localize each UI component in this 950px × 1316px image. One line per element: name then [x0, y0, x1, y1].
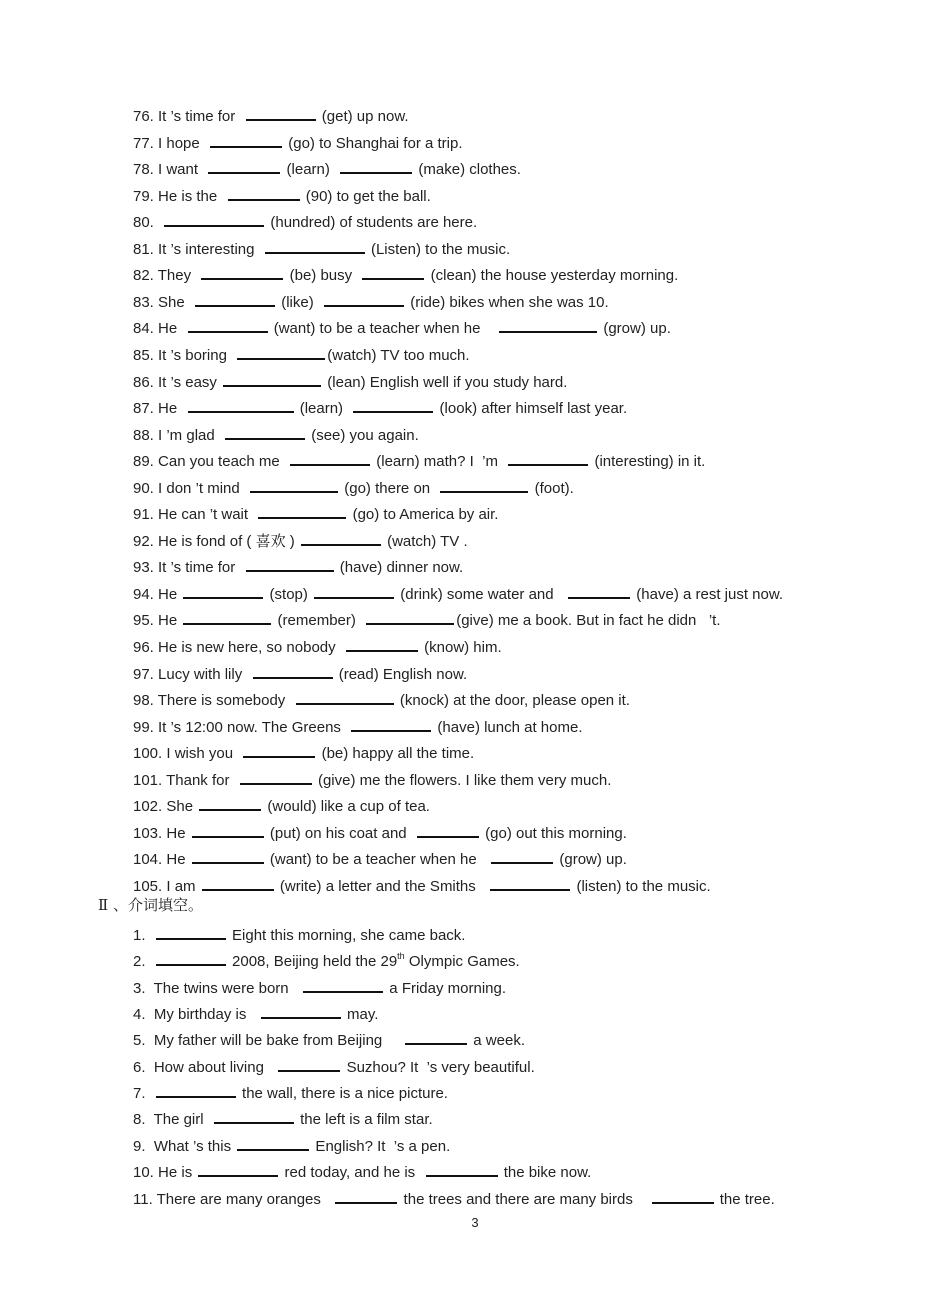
- item-text: 11. There are many oranges: [133, 1190, 334, 1208]
- item-text: a week.: [469, 1032, 525, 1050]
- item-text: 8. The girl: [133, 1111, 212, 1129]
- page-number: 3: [471, 1215, 479, 1230]
- answer-blank[interactable]: [335, 1188, 397, 1204]
- item-text: 84. He: [133, 320, 186, 338]
- item-text: (interesting) in it.: [590, 453, 706, 471]
- item-text: 100. I wish you: [133, 745, 242, 763]
- item-text: 87. He: [133, 400, 186, 418]
- item-text: (write) a letter and the Smiths: [275, 877, 489, 895]
- answer-blank[interactable]: [246, 105, 316, 121]
- item-text: 7.: [133, 1085, 154, 1103]
- item-text: 95. He: [133, 612, 182, 630]
- item-text: 94. He: [133, 585, 182, 603]
- item-text: 9. What ’s this: [133, 1137, 236, 1155]
- answer-blank[interactable]: [199, 795, 261, 811]
- item-text: 97. Lucy with lily: [133, 665, 251, 683]
- question-item-88: [133, 424, 419, 444]
- question-item-90: [133, 477, 574, 497]
- answer-blank[interactable]: [568, 583, 630, 599]
- answer-blank[interactable]: [346, 636, 418, 652]
- item-text: (remember): [273, 612, 365, 630]
- item-text: 86. It ’s easy: [133, 373, 222, 391]
- question-item-95: [133, 609, 721, 629]
- item-text: 104. He: [133, 851, 190, 869]
- answer-blank[interactable]: [250, 477, 338, 493]
- item-text: 99. It ’s 12:00 now. The Greens: [133, 718, 350, 736]
- question-item-80: [133, 211, 477, 231]
- item-text: red today, and he is: [280, 1164, 424, 1182]
- item-text: 4. My birthday is: [133, 1006, 259, 1024]
- item-text: 82. They: [133, 267, 200, 285]
- item-text: (grow) up.: [555, 851, 627, 869]
- answer-blank[interactable]: [210, 132, 282, 148]
- item-text: (ride) bikes when she was 10.: [406, 293, 609, 311]
- item-text: (would) like a cup of tea.: [263, 798, 430, 816]
- answer-blank[interactable]: [223, 371, 321, 387]
- answer-blank[interactable]: [296, 689, 394, 705]
- answer-blank[interactable]: [440, 477, 528, 493]
- item-text: (know) him.: [419, 639, 502, 656]
- answer-blank[interactable]: [253, 663, 333, 679]
- question-item-77: [133, 132, 463, 152]
- answer-blank[interactable]: [156, 924, 226, 940]
- item-text: (have) dinner now.: [335, 559, 464, 577]
- question-item-93: [133, 556, 463, 576]
- question-item-91: [133, 503, 498, 523]
- answer-blank[interactable]: [351, 716, 431, 732]
- item-text: (foot).: [530, 479, 574, 497]
- item-text: 1.: [133, 927, 154, 944]
- answer-blank[interactable]: [366, 609, 454, 625]
- answer-blank[interactable]: [246, 556, 334, 572]
- question-item-96: [133, 636, 502, 656]
- prep-question-item-4: [133, 1003, 378, 1023]
- item-text: 96. He is new here, so nobody: [133, 639, 344, 656]
- question-item-86: [133, 371, 567, 391]
- item-text: English? It ’s a pen.: [311, 1137, 451, 1155]
- item-text: the wall, there is a nice picture.: [237, 1085, 448, 1103]
- answer-blank[interactable]: [290, 450, 370, 466]
- item-text: 88. I ’m glad: [133, 426, 224, 444]
- item-text: (want) to be a teacher when he: [265, 851, 490, 869]
- question-item-78: [133, 158, 521, 178]
- item-text: the tree.: [715, 1190, 775, 1208]
- answer-blank[interactable]: [301, 530, 381, 546]
- item-text: 2008, Beijing held the 29: [227, 953, 398, 971]
- item-text: 103. He: [133, 824, 190, 842]
- item-text: (clean) the house yesterday morning.: [426, 267, 679, 285]
- item-text: 89. Can you teach me: [133, 453, 289, 471]
- answer-blank[interactable]: [198, 1161, 278, 1177]
- question-item-87: [133, 397, 627, 417]
- item-text: the bike now.: [499, 1164, 592, 1182]
- answer-blank[interactable]: [228, 185, 300, 201]
- question-item-104: [133, 848, 627, 868]
- item-text: (go) out this morning.: [480, 824, 627, 842]
- item-text: (read) English now.: [334, 665, 468, 683]
- question-item-99: [133, 716, 583, 736]
- question-item-92: [133, 530, 468, 550]
- item-text: 80.: [133, 214, 163, 232]
- item-text: (put) on his coat and: [265, 824, 415, 842]
- answer-blank[interactable]: [195, 291, 275, 307]
- item-text: (see) you again.: [307, 426, 419, 444]
- question-item-85: [133, 344, 470, 364]
- answer-blank[interactable]: [225, 424, 305, 440]
- answer-blank[interactable]: [405, 1029, 467, 1045]
- answer-blank[interactable]: [188, 317, 268, 333]
- item-text: (be) happy all the time.: [317, 745, 475, 763]
- item-text: (look) after himself last year.: [435, 400, 628, 418]
- answer-blank[interactable]: [188, 397, 294, 413]
- answer-blank[interactable]: [261, 1003, 341, 1019]
- answer-blank[interactable]: [499, 317, 597, 333]
- question-item-82: [133, 264, 678, 284]
- item-text: (be) busy: [285, 267, 361, 285]
- answer-blank[interactable]: [362, 264, 424, 280]
- answer-blank[interactable]: [652, 1188, 714, 1204]
- answer-blank[interactable]: [183, 583, 263, 599]
- item-text: may.: [342, 1006, 379, 1024]
- item-text: 81. It ’s interesting: [133, 240, 263, 258]
- item-text: (learn): [282, 161, 339, 179]
- answer-blank[interactable]: [201, 264, 283, 280]
- question-item-101: [133, 769, 611, 789]
- answer-blank[interactable]: [324, 291, 404, 307]
- item-text: (lean) English well if you study hard.: [323, 373, 568, 391]
- item-text: (90) to get the ball.: [301, 187, 431, 205]
- prep-question-item-7: [133, 1082, 448, 1102]
- item-text: (stop): [265, 585, 313, 603]
- prep-question-item-6: [133, 1056, 535, 1076]
- item-text: (get) up now.: [317, 108, 409, 125]
- prep-question-item-3: [133, 977, 506, 997]
- item-text: 92. He is fond of ( 喜欢 ): [133, 532, 299, 550]
- item-text: (learn) math? I ’m: [372, 453, 507, 471]
- item-text: (watch) TV .: [382, 532, 468, 550]
- question-item-103: [133, 822, 627, 842]
- prep-question-item-11: [133, 1188, 775, 1208]
- answer-blank[interactable]: [208, 158, 280, 174]
- answer-blank[interactable]: [183, 609, 271, 625]
- answer-blank[interactable]: [426, 1161, 498, 1177]
- item-text: 85. It ’s boring: [133, 346, 236, 364]
- item-text: (go) to America by air.: [348, 506, 499, 524]
- answer-blank[interactable]: [156, 1082, 236, 1098]
- item-text: (hundred) of students are here.: [266, 214, 478, 232]
- item-text: (Listen) to the music.: [366, 240, 511, 258]
- answer-blank[interactable]: [237, 344, 325, 360]
- answer-blank[interactable]: [491, 848, 553, 864]
- item-text: 3. The twins were born: [133, 979, 302, 997]
- item-text: 93. It ’s time for: [133, 559, 244, 577]
- item-text: 90. I don ’t mind: [133, 479, 249, 497]
- item-text: 78. I want: [133, 161, 207, 179]
- item-text: 2.: [133, 953, 154, 971]
- item-text: (grow) up.: [599, 320, 671, 338]
- item-text: (go) to Shanghai for a trip.: [284, 134, 463, 152]
- answer-blank[interactable]: [258, 503, 346, 519]
- item-text: a Friday morning.: [385, 979, 507, 997]
- answer-blank[interactable]: [417, 822, 479, 838]
- question-item-94: [133, 583, 783, 603]
- item-text: (knock) at the door, please open it.: [395, 692, 630, 710]
- item-text: Suzhou? It ’s very beautiful.: [342, 1058, 535, 1076]
- answer-blank[interactable]: [265, 238, 365, 254]
- prep-question-item-10: [133, 1161, 591, 1181]
- item-text: (have) a rest just now.: [632, 585, 784, 603]
- item-text: 5. My father will be bake from Beijing: [133, 1032, 404, 1050]
- item-text: the trees and there are many birds: [399, 1190, 650, 1208]
- answer-blank[interactable]: [353, 397, 433, 413]
- item-text: 83. She: [133, 293, 194, 311]
- question-item-83: [133, 291, 609, 311]
- question-item-98: [133, 689, 630, 709]
- item-text: Olympic Games.: [404, 953, 520, 971]
- item-text: (learn): [295, 400, 352, 418]
- question-item-84: [133, 317, 671, 337]
- prep-question-item-9: [133, 1135, 450, 1155]
- item-text: (want) to be a teacher when he: [269, 320, 498, 338]
- answer-blank[interactable]: [156, 950, 226, 966]
- prep-question-item-5: [133, 1029, 525, 1049]
- item-text: 10. He is: [133, 1164, 197, 1182]
- question-item-89: [133, 450, 705, 470]
- item-text: (like): [277, 293, 323, 311]
- answer-blank[interactable]: [240, 769, 312, 785]
- answer-blank[interactable]: [314, 583, 394, 599]
- item-text: the left is a film star.: [295, 1111, 433, 1129]
- question-item-81: [133, 238, 510, 258]
- item-text: 101. Thank for: [133, 771, 238, 789]
- answer-blank[interactable]: [340, 158, 412, 174]
- item-text: (have) lunch at home.: [433, 718, 583, 736]
- answer-blank[interactable]: [508, 450, 588, 466]
- answer-blank[interactable]: [192, 822, 264, 838]
- item-text: 102. She: [133, 798, 198, 816]
- answer-blank[interactable]: [164, 211, 264, 227]
- item-text: 91. He can ’t wait: [133, 506, 257, 524]
- question-item-97: [133, 663, 467, 683]
- item-text: (make) clothes.: [414, 161, 521, 179]
- item-text: 76. It ’s time for: [133, 108, 244, 125]
- answer-blank[interactable]: [237, 1135, 309, 1151]
- answer-blank[interactable]: [490, 875, 570, 891]
- superscript: th: [397, 951, 405, 962]
- item-text: 77. I hope: [133, 134, 209, 152]
- question-item-79: [133, 185, 431, 205]
- item-text: Eight this morning, she came back.: [227, 927, 466, 944]
- item-text: 98. There is somebody: [133, 692, 294, 710]
- prep-question-item-1: [133, 924, 465, 944]
- section-2-heading: Ⅱ 、介词填空。: [98, 896, 203, 914]
- question-item-100: [133, 742, 474, 762]
- item-text: (give) me the flowers. I like them very much.: [313, 771, 612, 789]
- item-text: 6. How about living: [133, 1058, 277, 1076]
- answer-blank[interactable]: [278, 1056, 340, 1072]
- question-item-102: [133, 795, 430, 815]
- answer-blank[interactable]: [214, 1108, 294, 1124]
- answer-blank[interactable]: [202, 875, 274, 891]
- question-item-105: [133, 875, 711, 895]
- answer-blank[interactable]: [303, 977, 383, 993]
- prep-question-item-2: [133, 950, 520, 970]
- answer-blank[interactable]: [243, 742, 315, 758]
- prep-question-item-8: [133, 1108, 433, 1128]
- item-text: (give) me a book. But in fact he didn ’t.: [456, 612, 721, 630]
- item-text: (drink) some water and: [396, 585, 567, 603]
- question-item-76: [133, 105, 409, 125]
- answer-blank[interactable]: [192, 848, 264, 864]
- item-text: 79. He is the: [133, 187, 226, 205]
- item-text: (go) there on: [340, 479, 439, 497]
- item-text: (watch) TV too much.: [327, 346, 470, 364]
- item-text: 105. I am: [133, 877, 200, 895]
- item-text: (listen) to the music.: [572, 877, 711, 895]
